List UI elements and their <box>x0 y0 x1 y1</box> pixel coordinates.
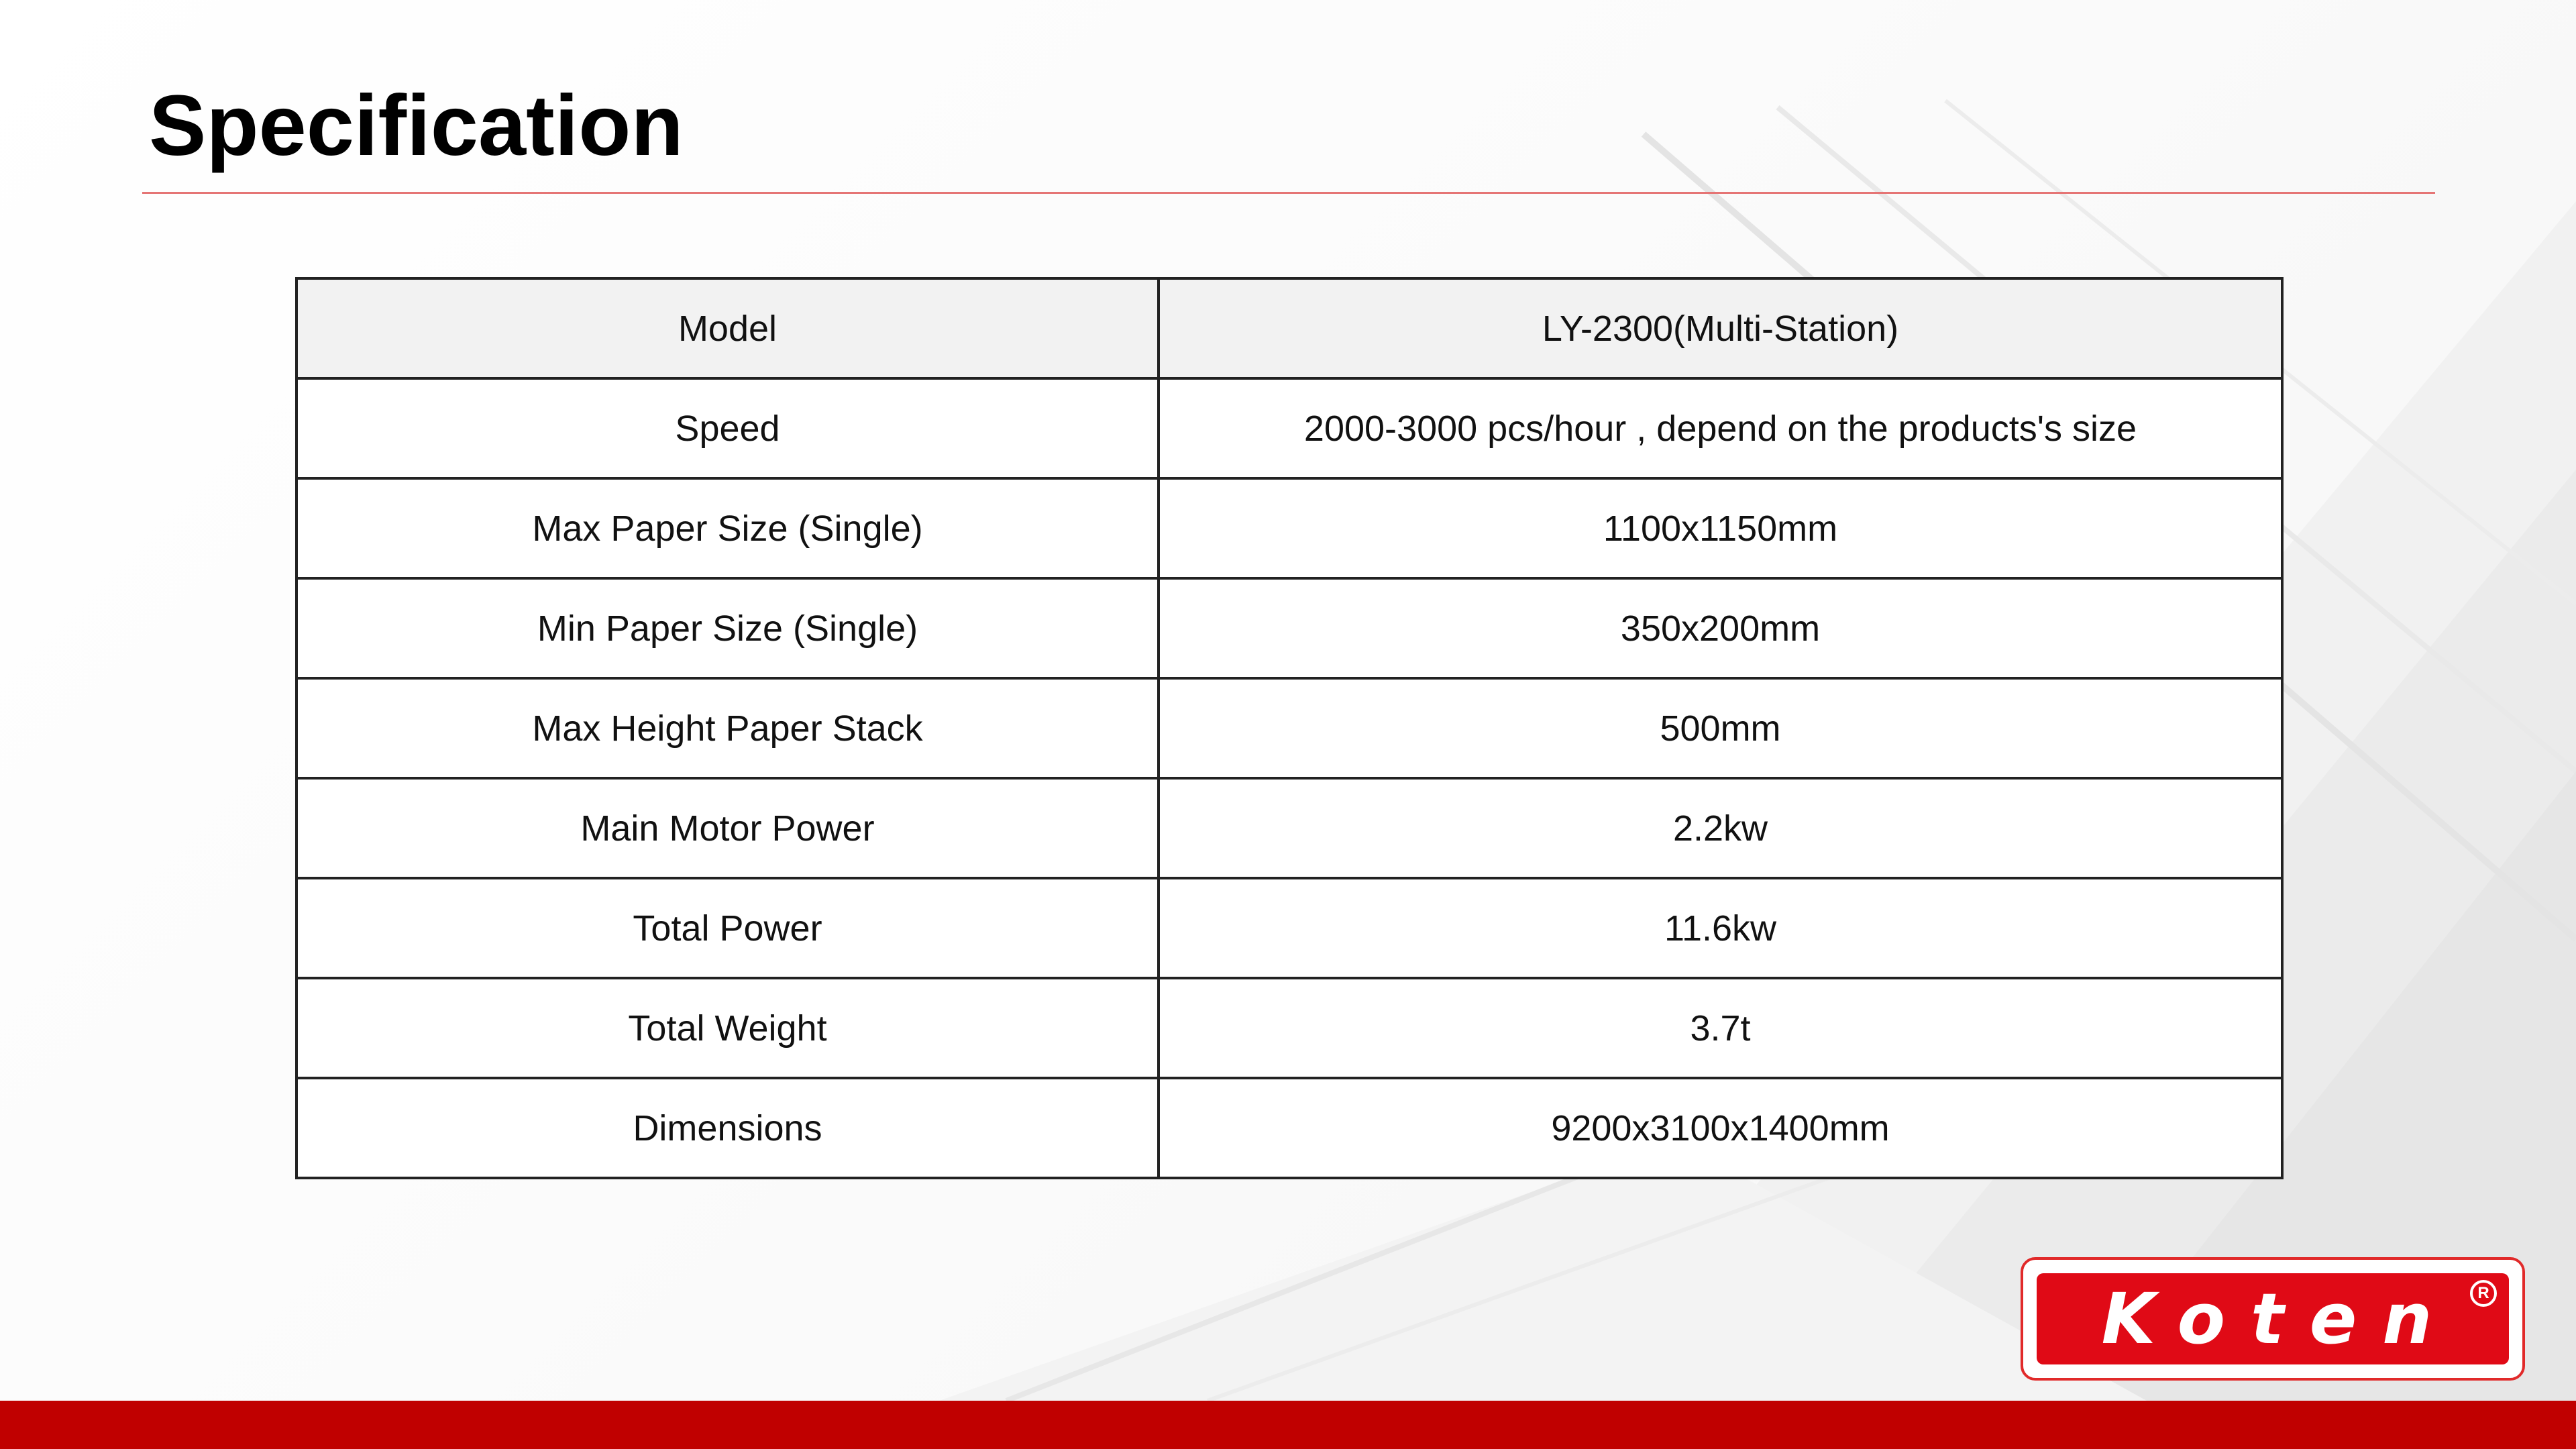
table-row <box>297 478 2282 578</box>
table-row <box>297 678 2282 778</box>
page-title: Specification <box>149 78 684 174</box>
logo-badge <box>2037 1273 2509 1364</box>
spec-label: Dimensions <box>297 1078 1159 1178</box>
spec-label: Max Paper Size (Single) <box>297 478 1159 578</box>
spec-label: Max Height Paper Stack <box>297 678 1159 778</box>
spec-label: Speed <box>297 378 1159 478</box>
spec-value: 2000-3000 pcs/hour , depend on the products's size <box>1159 378 2282 478</box>
koten-logo <box>2021 1257 2525 1381</box>
table-row <box>297 378 2282 478</box>
table-row <box>297 278 2282 378</box>
table-row <box>297 878 2282 978</box>
spec-value: LY-2300(Multi-Station) <box>1159 278 2282 378</box>
spec-label: Min Paper Size (Single) <box>297 578 1159 678</box>
spec-value: 350x200mm <box>1159 578 2282 678</box>
spec-value: 2.2kw <box>1159 778 2282 878</box>
table-row <box>297 1078 2282 1178</box>
logo-wordmark: Koten <box>2101 1278 2458 1360</box>
spec-value: 3.7t <box>1159 978 2282 1078</box>
table-row <box>297 578 2282 678</box>
spec-label: Model <box>297 278 1159 378</box>
table-row <box>297 978 2282 1078</box>
footer-bar <box>0 1401 2576 1449</box>
spec-value: 9200x3100x1400mm <box>1159 1078 2282 1178</box>
table-row <box>297 778 2282 878</box>
specification-table <box>295 277 2284 1179</box>
spec-value: 500mm <box>1159 678 2282 778</box>
spec-label: Main Motor Power <box>297 778 1159 878</box>
spec-label: Total Weight <box>297 978 1159 1078</box>
spec-value: 11.6kw <box>1159 878 2282 978</box>
registered-trademark-icon: R <box>2470 1280 2497 1307</box>
spec-label: Total Power <box>297 878 1159 978</box>
title-divider <box>142 192 2435 194</box>
spec-value: 1100x1150mm <box>1159 478 2282 578</box>
